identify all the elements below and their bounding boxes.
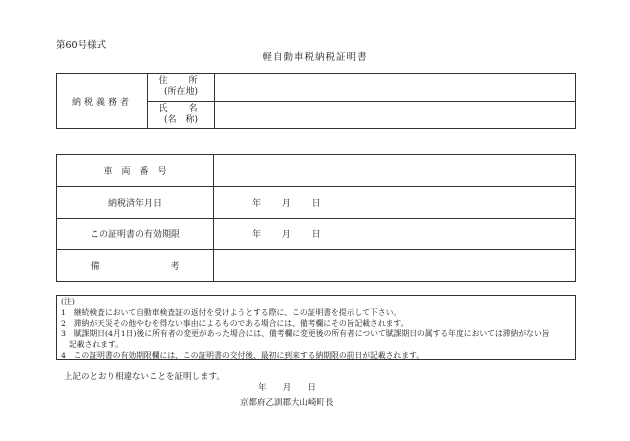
validity-field[interactable] bbox=[214, 218, 576, 250]
name-sublabel: (名 称) bbox=[163, 114, 199, 125]
notes-box bbox=[56, 295, 576, 360]
name-field[interactable] bbox=[215, 101, 576, 129]
address-label-cell bbox=[148, 74, 215, 102]
validity-label: この証明書の有効期限 bbox=[57, 218, 214, 250]
paid-month: 月 bbox=[281, 198, 291, 209]
paid-date-label: 納税済年月日 bbox=[57, 186, 214, 218]
name-label-cell bbox=[148, 101, 215, 129]
page-title: 軽自動車税納税証明書 bbox=[262, 52, 368, 63]
form-number: 第60号様式 bbox=[56, 40, 107, 51]
issue-day: 日 bbox=[307, 383, 316, 393]
paid-year: 年 bbox=[252, 198, 262, 209]
address-field[interactable] bbox=[215, 74, 576, 102]
certification-text: 上記のとおり相違ないことを証明します。 bbox=[64, 372, 225, 382]
plate-field[interactable] bbox=[214, 155, 576, 187]
valid-month: 月 bbox=[281, 230, 291, 241]
remarks-label bbox=[57, 250, 214, 282]
note-item: 4 この証明書の有効期限欄には、この証明書の交付後、最初に到来する納期限の前日が記載されます。 bbox=[61, 350, 424, 360]
paid-day: 日 bbox=[311, 198, 321, 209]
issue-date bbox=[258, 381, 316, 393]
note-item: 1 継続検査において自動車検査証の返付を受けようとする際に、この証明書を提示して下さい。 bbox=[61, 307, 402, 317]
address-label: 住 所 bbox=[158, 76, 204, 87]
note-item: 記載されます。 bbox=[69, 340, 123, 350]
taxpayer-label: 納税義務者 bbox=[57, 74, 148, 129]
address-sublabel: (所在地) bbox=[163, 87, 199, 98]
remarks-label-b: 考 bbox=[170, 262, 180, 273]
paid-date-field[interactable] bbox=[214, 186, 576, 218]
remarks-field[interactable] bbox=[214, 250, 576, 282]
issuer-name: 京都府乙訓郡大山崎町長 bbox=[240, 398, 334, 408]
taxpayer-table bbox=[56, 73, 576, 129]
note-item: 3 賦課期日(4月1日)後に所有者の変更があった場合には、備考欄に変更後の所有者について賦課期日の属する年度においては滞納がない旨 bbox=[61, 329, 550, 339]
plate-label: 車 両 番 号 bbox=[57, 155, 214, 187]
valid-day: 日 bbox=[311, 230, 321, 241]
note-item: 2 滞納が天災その他やむを得ない事由によるものである場合には、備考欄にその旨記載されます。 bbox=[61, 318, 409, 328]
notes-heading: (注) bbox=[61, 297, 75, 306]
valid-year: 年 bbox=[252, 230, 262, 241]
vehicle-table bbox=[56, 154, 576, 282]
issue-year: 年 bbox=[258, 383, 267, 393]
remarks-label-a: 備 bbox=[90, 262, 100, 273]
issue-month: 月 bbox=[282, 383, 292, 393]
name-label: 氏 名 bbox=[158, 103, 204, 114]
